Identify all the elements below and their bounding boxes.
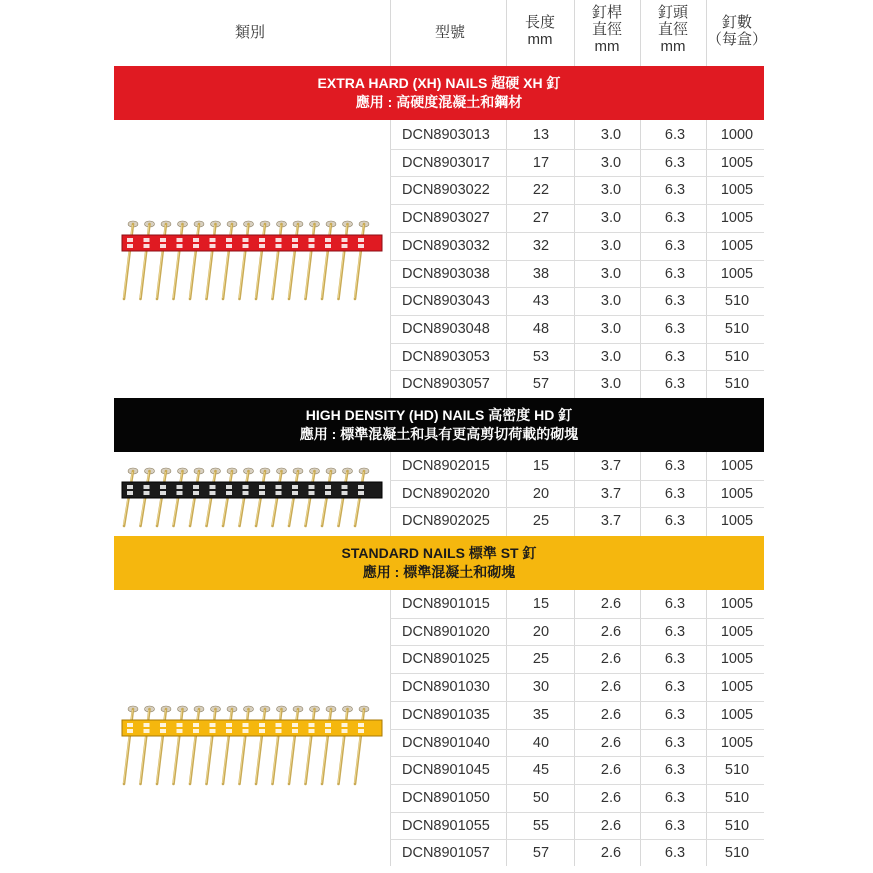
table-row <box>390 590 764 618</box>
length-cell: 40 <box>532 734 550 751</box>
head-diameter-cell: 6.3 <box>664 485 686 502</box>
head-diameter-cell: 6.3 <box>664 623 686 640</box>
head-diameter-cell: 6.3 <box>664 845 686 862</box>
length-cell: 35 <box>532 706 550 723</box>
count-cell: 1005 <box>720 706 754 723</box>
model-cell: DCN8901015 <box>402 596 490 612</box>
count-cell: 1005 <box>720 237 754 254</box>
table-row <box>390 315 764 343</box>
header-length-line2: mm <box>527 31 553 48</box>
head-diameter-cell: 6.3 <box>664 182 686 199</box>
count-cell: 510 <box>724 845 750 862</box>
count-cell: 510 <box>724 293 750 310</box>
length-cell: 38 <box>532 265 550 282</box>
model-cell: DCN8901040 <box>402 734 490 751</box>
shank-diameter-cell: 3.0 <box>600 127 622 143</box>
model-cell: DCN8903027 <box>402 210 490 227</box>
section-title: HIGH DENSITY (HD) NAILS 高密度 HD 釘 <box>305 407 573 423</box>
length-cell: 48 <box>532 320 550 337</box>
count-cell: 510 <box>724 376 750 393</box>
length-cell: 20 <box>532 485 550 502</box>
table-row <box>390 618 764 646</box>
model-cell: DCN8903053 <box>402 348 490 365</box>
count-cell: 1005 <box>720 265 754 282</box>
header-shank-line2: 直徑 <box>591 21 622 38</box>
table-row <box>390 287 764 315</box>
head-diameter-cell: 6.3 <box>664 679 686 696</box>
table-row <box>390 343 764 371</box>
table-row <box>390 812 764 840</box>
count-cell: 510 <box>724 348 750 365</box>
length-cell: 50 <box>532 789 550 806</box>
model-cell: DCN8902015 <box>402 458 490 474</box>
count-cell: 1005 <box>720 651 754 668</box>
length-cell: 57 <box>532 376 550 393</box>
model-cell: DCN8903022 <box>402 182 490 199</box>
count-cell: 510 <box>724 320 750 337</box>
head-diameter-cell: 6.3 <box>664 348 686 365</box>
table-row <box>390 204 764 232</box>
shank-diameter-cell: 3.7 <box>600 485 622 502</box>
count-cell: 1005 <box>720 458 754 474</box>
section-subtitle: 應用 : 高硬度混凝土和鋼材 <box>355 94 523 110</box>
header-shank-line3: mm <box>594 38 620 55</box>
table-row <box>390 756 764 784</box>
model-cell: DCN8903038 <box>402 265 490 282</box>
header-head <box>643 4 703 55</box>
model-cell: DCN8903017 <box>402 154 490 171</box>
xh-nail-strip-image <box>118 215 388 305</box>
head-diameter-cell: 6.3 <box>664 210 686 227</box>
table-row <box>390 701 764 729</box>
shank-diameter-cell: 2.6 <box>600 789 622 806</box>
section-subtitle: 應用 : 標準混凝土和具有更高剪切荷載的砌塊 <box>299 426 579 442</box>
length-cell: 57 <box>532 845 550 862</box>
length-cell: 45 <box>532 762 550 779</box>
table-row <box>390 452 764 480</box>
st-nail-strip-image <box>118 700 388 790</box>
head-diameter-cell: 6.3 <box>664 154 686 171</box>
table-row <box>390 176 764 204</box>
table-row <box>390 232 764 260</box>
head-diameter-cell: 6.3 <box>664 513 686 530</box>
length-cell: 22 <box>532 182 550 199</box>
head-diameter-cell: 6.3 <box>664 127 686 143</box>
length-cell: 30 <box>532 679 550 696</box>
shank-diameter-cell: 3.0 <box>600 182 622 199</box>
shank-diameter-cell: 2.6 <box>600 817 622 834</box>
head-diameter-cell: 6.3 <box>664 817 686 834</box>
count-cell: 1000 <box>720 127 754 143</box>
length-cell: 13 <box>532 127 550 143</box>
shank-diameter-cell: 2.6 <box>600 623 622 640</box>
count-cell: 1005 <box>720 154 754 171</box>
count-cell: 510 <box>724 817 750 834</box>
header-shank-line1: 釘桿 <box>591 4 622 21</box>
length-cell: 20 <box>532 623 550 640</box>
model-cell: DCN8903048 <box>402 320 490 337</box>
shank-diameter-cell: 2.6 <box>600 762 622 779</box>
head-diameter-cell: 6.3 <box>664 265 686 282</box>
length-cell: 27 <box>532 210 550 227</box>
table-row <box>390 729 764 757</box>
model-cell: DCN8901045 <box>402 762 490 779</box>
head-diameter-cell: 6.3 <box>664 651 686 668</box>
shank-diameter-cell: 3.0 <box>600 265 622 282</box>
model-cell: DCN8902020 <box>402 485 490 502</box>
section-title: STANDARD NAILS 標準 ST 釘 <box>341 545 537 561</box>
table-row <box>390 260 764 288</box>
head-diameter-cell: 6.3 <box>664 706 686 723</box>
table-row <box>390 784 764 812</box>
length-cell: 32 <box>532 237 550 254</box>
count-cell: 1005 <box>720 182 754 199</box>
count-cell: 1005 <box>720 623 754 640</box>
header-count-line1: 釘數 <box>721 14 752 31</box>
shank-diameter-cell: 3.0 <box>600 237 622 254</box>
table-row <box>390 121 764 149</box>
shank-diameter-cell: 2.6 <box>600 734 622 751</box>
length-cell: 25 <box>532 651 550 668</box>
table-row <box>390 839 764 867</box>
model-cell: DCN8903043 <box>402 293 490 310</box>
count-cell: 1005 <box>720 485 754 502</box>
header-head-line2: 直徑 <box>657 21 688 38</box>
count-cell: 1005 <box>720 513 754 530</box>
header-length <box>512 14 568 48</box>
shank-diameter-cell: 3.0 <box>600 154 622 171</box>
shank-diameter-cell: 3.0 <box>600 348 622 365</box>
length-cell: 43 <box>532 293 550 310</box>
head-diameter-cell: 6.3 <box>664 762 686 779</box>
shank-diameter-cell: 2.6 <box>600 679 622 696</box>
shank-diameter-cell: 2.6 <box>600 651 622 668</box>
header-head-line3: mm <box>660 38 686 55</box>
table-header <box>0 0 873 66</box>
header-length-line1: 長度 <box>524 14 555 31</box>
header-count <box>702 14 772 48</box>
shank-diameter-cell: 3.0 <box>600 210 622 227</box>
head-diameter-cell: 6.3 <box>664 376 686 393</box>
length-cell: 17 <box>532 154 550 171</box>
head-diameter-cell: 6.3 <box>664 789 686 806</box>
head-diameter-cell: 6.3 <box>664 596 686 612</box>
model-cell: DCN8903032 <box>402 237 490 254</box>
count-cell: 1005 <box>720 210 754 227</box>
shank-diameter-cell: 3.0 <box>600 293 622 310</box>
table-row <box>390 480 764 508</box>
model-cell: DCN8901057 <box>402 845 490 862</box>
table-row <box>390 149 764 177</box>
count-cell: 510 <box>724 762 750 779</box>
count-cell: 1005 <box>720 596 754 612</box>
head-diameter-cell: 6.3 <box>664 734 686 751</box>
table-row <box>390 370 764 398</box>
section-banner-xh <box>114 66 764 120</box>
table-row <box>390 507 764 535</box>
shank-diameter-cell: 2.6 <box>600 706 622 723</box>
shank-diameter-cell: 3.0 <box>600 376 622 393</box>
model-cell: DCN8901025 <box>402 651 490 668</box>
length-cell: 25 <box>532 513 550 530</box>
header-model: 型號 <box>434 24 465 41</box>
head-diameter-cell: 6.3 <box>664 293 686 310</box>
length-cell: 15 <box>532 458 550 474</box>
length-cell: 15 <box>532 596 550 612</box>
count-cell: 1005 <box>720 679 754 696</box>
shank-diameter-cell: 3.7 <box>600 458 622 474</box>
shank-diameter-cell: 2.6 <box>600 845 622 862</box>
section-subtitle: 應用 : 標準混凝土和砌塊 <box>362 564 516 580</box>
shank-diameter-cell: 3.0 <box>600 320 622 337</box>
shank-diameter-cell: 3.7 <box>600 513 622 530</box>
section-title: EXTRA HARD (XH) NAILS 超硬 XH 釘 <box>317 75 561 91</box>
head-diameter-cell: 6.3 <box>664 237 686 254</box>
model-cell: DCN8901020 <box>402 623 490 640</box>
count-cell: 510 <box>724 789 750 806</box>
length-cell: 53 <box>532 348 550 365</box>
shank-diameter-cell: 2.6 <box>600 596 622 612</box>
model-cell: DCN8901050 <box>402 789 490 806</box>
hd-nail-strip-image <box>118 462 388 532</box>
header-category: 類別 <box>234 24 265 41</box>
length-cell: 55 <box>532 817 550 834</box>
count-cell: 1005 <box>720 734 754 751</box>
section-banner-st <box>114 536 764 590</box>
head-diameter-cell: 6.3 <box>664 320 686 337</box>
table-row <box>390 673 764 701</box>
model-cell: DCN8902025 <box>402 513 490 530</box>
model-cell: DCN8901030 <box>402 679 490 696</box>
header-count-line2: （每盒） <box>706 31 767 48</box>
table-row <box>390 645 764 673</box>
head-diameter-cell: 6.3 <box>664 458 686 474</box>
section-banner-hd <box>114 398 764 452</box>
header-head-line1: 釘頭 <box>657 4 688 21</box>
header-shank <box>577 4 637 55</box>
model-cell: DCN8901035 <box>402 706 490 723</box>
model-cell: DCN8901055 <box>402 817 490 834</box>
model-cell: DCN8903013 <box>402 127 490 143</box>
model-cell: DCN8903057 <box>402 376 490 393</box>
